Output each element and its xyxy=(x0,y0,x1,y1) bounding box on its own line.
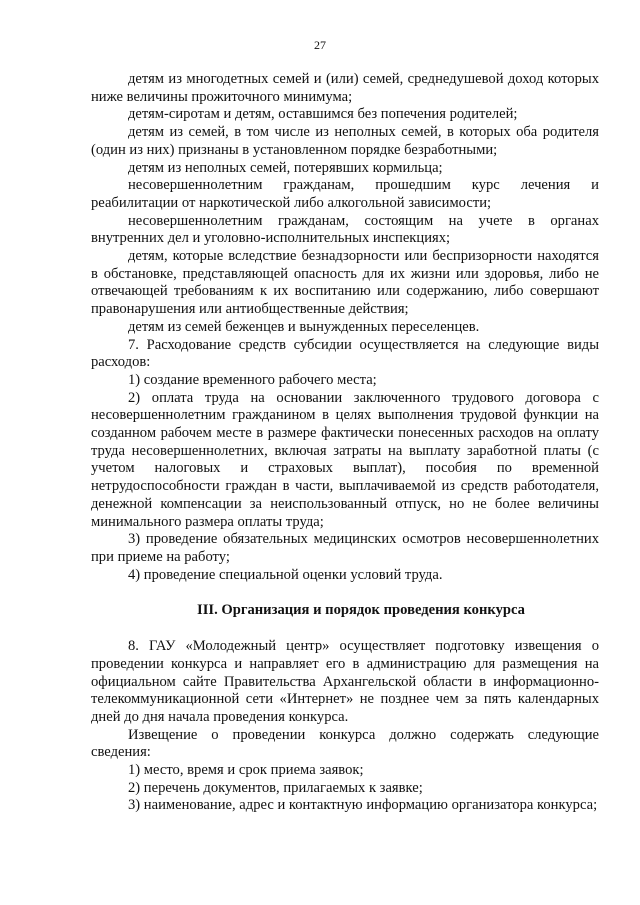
list-item: 1) создание временного рабочего места; xyxy=(128,371,377,388)
list-item: 3) наименование, адрес и контактную информацию организатора конкурса; xyxy=(128,797,598,814)
list-item: 3) проведение обязательных медицинских осмотров несовершеннолетних при приеме на работу; xyxy=(91,531,599,565)
list-item: 4) проведение специальной оценки условий труда. xyxy=(128,566,443,583)
paragraph: 8. ГАУ «Молодежный центр» осуществляет подготовку извещения о проведении конкурса и направляет его в администрацию для размещения на официальном сайте Правительства Архангельской области в информационно-телекоммуникационной сети «Интернет» не позднее чем за пять календарных дней до дня начала проведения конкурса. xyxy=(91,638,599,725)
section-heading: III. Организация и порядок проведения конкурса xyxy=(197,602,525,619)
list-item: 1) место, время и срок приема заявок; xyxy=(128,762,364,779)
paragraph: детям-сиротам и детям, оставшимся без попечения родителей; xyxy=(128,106,518,123)
paragraph: детям из многодетных семей и (или) семей, среднедушевой доход которых ниже величины прожиточного минимума; xyxy=(91,71,599,105)
paragraph: детям из семей беженцев и вынужденных переселенцев. xyxy=(128,318,480,335)
list-item: 2) оплата труда на основании заключенного трудового договора с несовершеннолетним гражданином в целях выполнения трудовой функции на созданном рабочем месте в размере фактически понесенных расходов на оплату труда несовершеннолетних, включая затраты на выплату заработной платы (с учетом налоговых и страховых выплат), пособия по временной нетрудоспособности граждан в части, выплачиваемой из средств работодателя, денежной компенсации за неиспользованный отпуск, но не более величины минимального размера оплаты труда; xyxy=(91,389,599,530)
document-body xyxy=(91,71,599,815)
paragraph: Извещение о проведении конкурса должно содержать следующие сведения: xyxy=(91,726,599,761)
paragraph: несовершеннолетним гражданам, состоящим на учете в органах внутренних дел и уголовно-исполнительных инспекциях; xyxy=(91,212,599,247)
paragraph: детям, которые вследствие безнадзорности или беспризорности находятся в обстановке, представляющей опасность для их жизни или здоровья, либо не отвечающей требованиям к их воспитанию или содержанию, либо совершают правонарушения или антиобщественные действия; xyxy=(91,248,599,318)
list-item: 2) перечень документов, прилагаемых к заявке; xyxy=(128,779,423,796)
paragraph: несовершеннолетним гражданам, прошедшим курс лечения и реабилитации от наркотической либо алкогольной зависимости; xyxy=(91,177,599,211)
paragraph: детям из семей, в том числе из неполных семей, в которых оба родителя (один из них) признаны в установленном порядке безработными; xyxy=(91,124,599,158)
paragraph: 7. Расходование средств субсидии осуществляется на следующие виды расходов: xyxy=(91,336,599,371)
paragraph: детям из неполных семей, потерявших кормильца; xyxy=(128,159,443,176)
page-number: 27 xyxy=(314,38,326,52)
